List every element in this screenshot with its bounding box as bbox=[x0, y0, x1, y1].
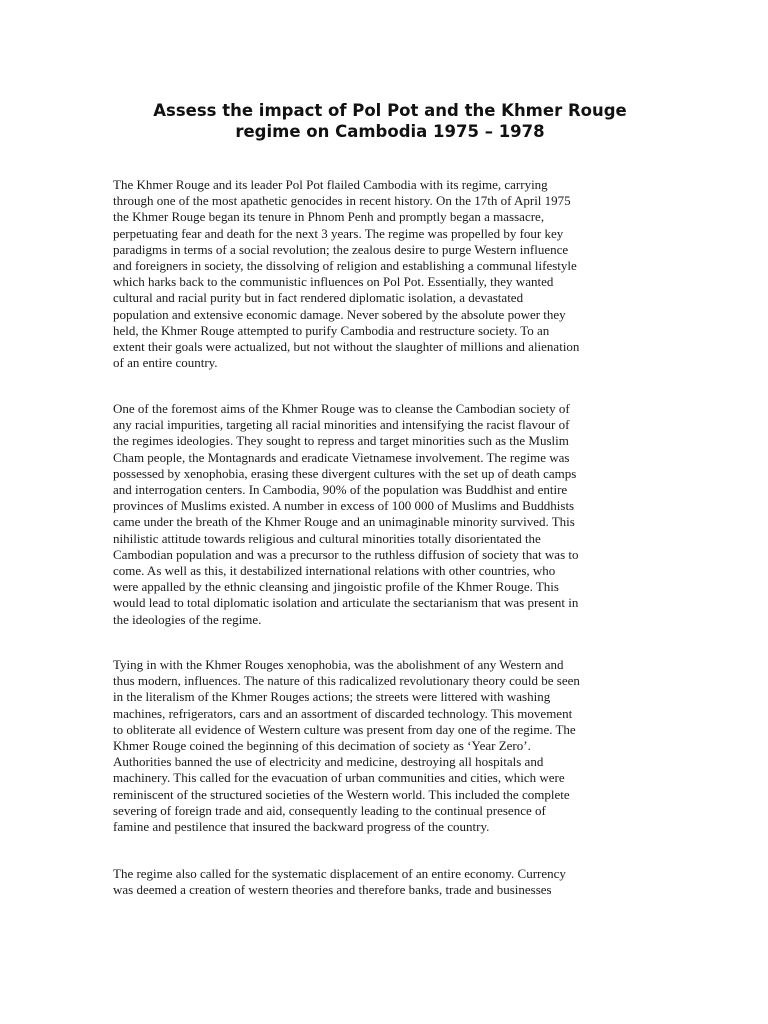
text-line: population and extensive economic damage. Never sobered by the absolute power they bbox=[113, 306, 566, 322]
text-line: Khmer Rouge coined the beginning of this decimation of society as ‘Year Zero’. bbox=[113, 738, 531, 754]
text-line: in the literalism of the Khmer Rouges actions; the streets were littered with washing bbox=[113, 689, 551, 705]
text-line: thus modern, influences. The nature of this radicalized revolutionary theory could be seen bbox=[113, 673, 580, 689]
text-line: machines, refrigerators, cars and an assortment of discarded technology. This movement bbox=[113, 705, 573, 721]
text-line: came under the breath of the Khmer Rouge and an unimaginable minority survived. This bbox=[113, 514, 575, 530]
text-line: extent their goals were actualized, but not without the slaughter of millions and alienation bbox=[113, 339, 580, 355]
title-line: regime on Cambodia 1975 – 1978 bbox=[235, 122, 545, 141]
text-line: would lead to total diplomatic isolation and articulate the sectarianism that was present in bbox=[113, 595, 579, 611]
text-line: The Khmer Rouge and its leader Pol Pot flailed Cambodia with its regime, carrying bbox=[113, 177, 548, 192]
text-line: cultural and racial purity but in fact rendered diplomatic isolation, a devastated bbox=[113, 290, 524, 306]
text-line: to obliterate all evidence of Western culture was present from day one of the regime. The bbox=[113, 721, 576, 737]
text-line: and foreigners in society, the dissolving of religion and establishing a communal lifestyle bbox=[113, 258, 577, 274]
text-line: the regimes ideologies. They sought to repress and target minorities such as the Muslim bbox=[113, 433, 569, 449]
body-paragraph bbox=[113, 401, 658, 628]
text-line: any racial impurities, targeting all racial minorities and intensifying the racist flavour of bbox=[113, 417, 570, 433]
text-line: was deemed a creation of western theories and therefore banks, trade and businesses bbox=[113, 882, 552, 898]
text-line: famine and pestilence that insured the backward progress of the country. bbox=[113, 819, 490, 835]
text-line: held, the Khmer Rouge attempted to purify Cambodia and restructure society. To an bbox=[113, 322, 550, 338]
text-line: the Khmer Rouge began its tenure in Phnom Penh and promptly began a massacre, bbox=[113, 209, 545, 225]
text-line: provinces of Muslims existed. A number in excess of 100 000 of Muslims and Buddhists bbox=[113, 498, 575, 514]
text-line: Cambodian population and was a precursor to the ruthless diffusion of society that was to bbox=[113, 546, 579, 562]
text-line: Authorities banned the use of electricity and medicine, destroying all hospitals and bbox=[113, 754, 544, 770]
text-line: perpetuating fear and death for the next 3 years. The regime was propelled by four key bbox=[113, 225, 564, 241]
text-line: through one of the most apathetic genocides in recent history. On the 17th of April 1975 bbox=[113, 193, 571, 209]
text-line: and interrogation centers. In Cambodia, 90% of the population was Buddhist and entire bbox=[113, 482, 568, 498]
text-line: the ideologies of the regime. bbox=[113, 611, 262, 627]
text-line: Cham people, the Montagnards and eradicate Vietnamese involvement. The regime was bbox=[113, 449, 570, 465]
document-title bbox=[100, 100, 680, 142]
body-paragraph bbox=[113, 866, 658, 898]
text-line: of an entire country. bbox=[113, 355, 218, 371]
text-line: severing of foreign trade and aid, consequently leading to the continual presence of bbox=[113, 802, 546, 818]
text-line: nihilistic attitude towards religious and cultural minorities totally disorientated the bbox=[113, 530, 541, 546]
title-line: Assess the impact of Pol Pot and the Khmer Rouge bbox=[153, 101, 627, 120]
text-line: machinery. This called for the evacuation of urban communities and cities, which were bbox=[113, 770, 565, 786]
text-line: come. As well as this, it destabilized international relations with other countries, who bbox=[113, 563, 556, 579]
body-paragraph bbox=[113, 177, 658, 371]
text-line: possessed by xenophobia, erasing these divergent cultures with the set up of death camps bbox=[113, 465, 577, 481]
text-line: reminiscent of the structured societies of the Western world. This included the complete bbox=[113, 786, 570, 802]
text-line: The regime also called for the systematic displacement of an entire economy. Currency bbox=[113, 866, 566, 881]
text-line: Tying in with the Khmer Rouges xenophobia, was the abolishment of any Western and bbox=[113, 657, 564, 672]
text-line: paradigms in terms of a social revolution; the zealous desire to purge Western influence bbox=[113, 241, 569, 257]
text-line: One of the foremost aims of the Khmer Rouge was to cleanse the Cambodian society of bbox=[113, 401, 570, 416]
text-line: were appalled by the ethnic cleansing and jingoistic profile of the Khmer Rouge. This bbox=[113, 579, 559, 595]
body-paragraph bbox=[113, 657, 658, 835]
text-line: which harks back to the communistic influences on Pol Pot. Essentially, they wanted bbox=[113, 274, 554, 290]
